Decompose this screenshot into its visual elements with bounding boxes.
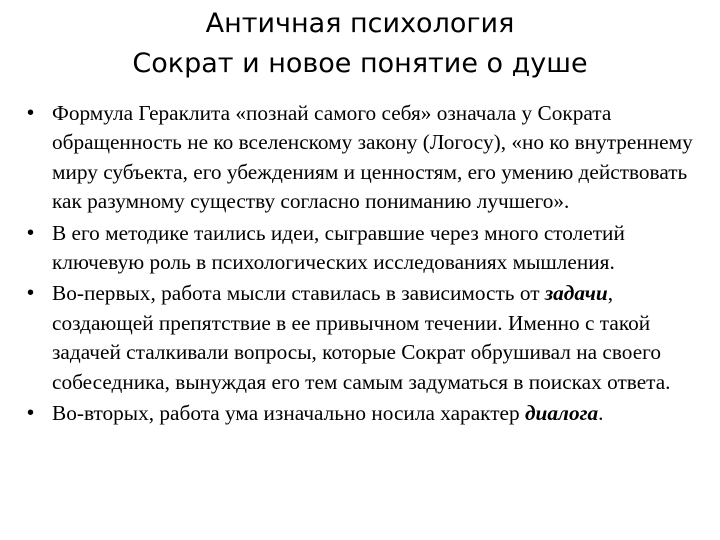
bullet-list — [26, 99, 711, 430]
bullet-text-2: В его методике таились идеи, сыгравшие через много столетий ключевую роль в психологических исследованиях мышления. — [52, 220, 625, 275]
bullet-text-4-before: Во-вторых, работа ума изначально носила характер — [52, 401, 525, 426]
bullet-text-4-after: . — [598, 401, 604, 426]
bullet-icon: • — [27, 402, 35, 425]
bullet-item-2 — [26, 219, 711, 278]
bullet-text-3-after: , создающей препятствие в ее привычном течении. Именно с такой задачей сталкивали вопросы, которые Сократ обрушивал на своего собеседника, вынуждая его тем самым задуматься в поисках ответа. — [52, 281, 671, 394]
bullet-item-3 — [26, 279, 711, 397]
bullet-item-1 — [26, 99, 711, 217]
bullet-icon: • — [27, 102, 35, 124]
bullet-text-1: Формула Гераклита «познай самого себя» означала у Сократа обращенность не ко вселенскому закону (Логосу), «но ко внутреннему миру субъекта, его убеждениям и ценностям, его умению действовать как разумному существу согласно пониманию лучшего». — [52, 101, 693, 214]
bullet-icon: • — [27, 221, 35, 244]
bullet-emphasis-task: задачи — [544, 281, 608, 306]
bullet-icon: • — [27, 282, 35, 305]
slide-title — [0, 4, 720, 84]
bullet-text-3-before: Во-первых, работа мысли ставилась в зависимость от — [52, 281, 545, 306]
bullet-item-4 — [26, 399, 711, 428]
bullet-emphasis-dialogue: диалога — [524, 401, 599, 426]
title-line-1: Античная психология — [205, 8, 515, 39]
title-line-2: Сократ и новое понятие о душе — [132, 48, 588, 79]
